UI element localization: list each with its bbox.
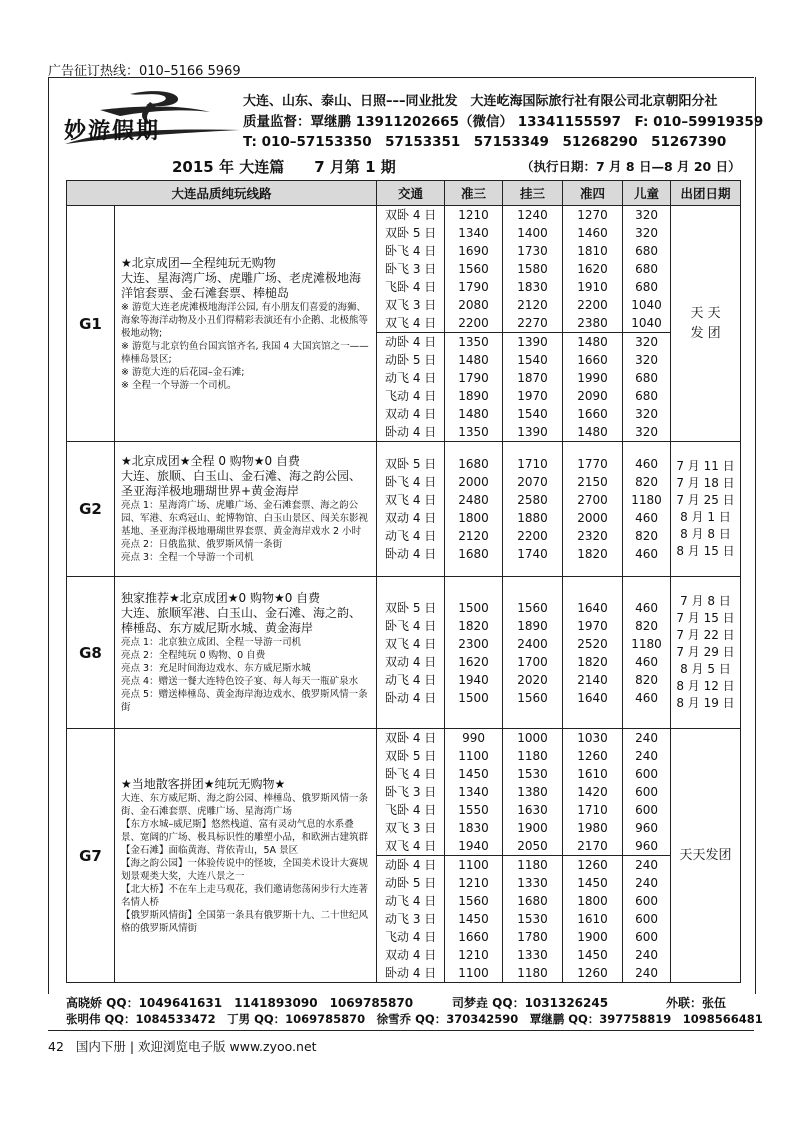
cell-value: 1100 bbox=[458, 858, 489, 872]
cell-value: 1660 bbox=[577, 407, 608, 421]
cell-value: 7 月 11 日 bbox=[676, 459, 735, 473]
price-cell bbox=[503, 856, 563, 983]
departure-dates bbox=[671, 442, 741, 577]
cell-value: 8 月 1 日 bbox=[680, 510, 731, 524]
cell-value: 7 月 25 日 bbox=[676, 493, 735, 507]
cell-value: 1830 bbox=[517, 280, 548, 294]
cell-value: 1620 bbox=[458, 654, 489, 669]
cell-value: 动飞 4 日 bbox=[385, 371, 437, 385]
price-cell bbox=[623, 729, 671, 856]
cell-value: 1620 bbox=[577, 262, 608, 276]
cell-value: 2400 bbox=[517, 636, 548, 651]
cell-value: 320 bbox=[635, 353, 658, 367]
cell-value: 1790 bbox=[458, 280, 489, 294]
transport-cell bbox=[377, 442, 445, 577]
cell-value: 双飞 4 日 bbox=[385, 636, 437, 651]
cell-value: 2200 bbox=[517, 529, 548, 543]
cell-value: 双飞 4 日 bbox=[385, 493, 437, 507]
contact-1c: 外联：张伍 bbox=[666, 996, 727, 1010]
cell-value: 1480 bbox=[577, 425, 608, 439]
cell-value: 卧飞 4 日 bbox=[385, 767, 437, 781]
col-hang3: 挂三 bbox=[503, 181, 563, 206]
col-route: 大连品质纯玩线路 bbox=[67, 181, 377, 206]
cell-value: 600 bbox=[635, 894, 658, 908]
cell-value: 1210 bbox=[458, 948, 489, 962]
cell-value: 1610 bbox=[577, 767, 608, 781]
cell-value: 240 bbox=[635, 731, 658, 745]
cell-value: 600 bbox=[635, 930, 658, 944]
cell-value: 600 bbox=[635, 767, 658, 781]
cell-value: 1400 bbox=[517, 226, 548, 240]
cell-value: 双动 4 日 bbox=[385, 511, 437, 525]
cell-value: 双卧 4 日 bbox=[385, 208, 437, 222]
cell-value: 2070 bbox=[517, 475, 548, 489]
cell-value: 1970 bbox=[517, 389, 548, 403]
cell-value: 1990 bbox=[577, 371, 608, 385]
cell-value: 1380 bbox=[517, 785, 548, 799]
cell-value: 双卧 5 日 bbox=[385, 226, 437, 240]
price-cell bbox=[445, 206, 503, 333]
cell-value: 1680 bbox=[517, 894, 548, 908]
cell-value: 1330 bbox=[517, 948, 548, 962]
price-cell bbox=[563, 729, 623, 856]
cell-value: 8 月 15 日 bbox=[676, 544, 735, 558]
cell-value: 2200 bbox=[577, 298, 608, 312]
cell-value: 1100 bbox=[458, 749, 489, 763]
table-row bbox=[67, 577, 741, 729]
price-cell bbox=[445, 442, 503, 577]
execution-date: （执行日期：7 月 8 日—8 月 20 日） bbox=[521, 159, 741, 174]
cell-value: 1390 bbox=[517, 335, 548, 349]
cell-value: 1530 bbox=[517, 767, 548, 781]
cell-value: 1680 bbox=[458, 547, 489, 561]
cell-value: 1480 bbox=[458, 407, 489, 421]
col-std4: 准四 bbox=[563, 181, 623, 206]
cell-value: 2300 bbox=[458, 636, 489, 651]
price-cell bbox=[623, 206, 671, 333]
cell-value: 1560 bbox=[517, 690, 548, 705]
cell-value: 2120 bbox=[517, 298, 548, 312]
cell-value: 1560 bbox=[458, 262, 489, 276]
page-footer-text: 国内下册 | 欢迎浏览电子版 www.zyoo.net bbox=[75, 1039, 317, 1054]
departure-cell: 天天发团 bbox=[671, 729, 741, 983]
cell-value: 1900 bbox=[517, 821, 548, 835]
cell-value: 1210 bbox=[458, 876, 489, 890]
route-code: G7 bbox=[67, 729, 115, 983]
cell-value: 460 bbox=[635, 457, 658, 471]
cell-value: 1820 bbox=[458, 618, 489, 633]
cell-value: 1820 bbox=[577, 547, 608, 561]
logo-text: 妙游假期 bbox=[64, 118, 161, 144]
cell-value: 820 bbox=[635, 618, 658, 633]
table-row bbox=[67, 729, 741, 856]
cell-value: 1710 bbox=[517, 457, 548, 471]
cell-value: 1390 bbox=[517, 425, 548, 439]
cell-value: 2000 bbox=[577, 511, 608, 525]
cell-value: 1830 bbox=[458, 821, 489, 835]
price-cell bbox=[563, 333, 623, 442]
route-code: G8 bbox=[67, 577, 115, 729]
cell-value: 680 bbox=[635, 371, 658, 385]
cell-value: 320 bbox=[635, 208, 658, 222]
cell-value: 2140 bbox=[577, 672, 608, 687]
cell-value: 2270 bbox=[517, 316, 548, 330]
cell-value: 7 月 22 日 bbox=[676, 628, 735, 642]
cell-value: 1690 bbox=[458, 244, 489, 258]
transport-cell bbox=[377, 206, 445, 333]
cell-value: 动飞 4 日 bbox=[385, 529, 437, 543]
cell-value: 1530 bbox=[517, 912, 548, 926]
price-cell bbox=[623, 333, 671, 442]
bottom-rule bbox=[48, 1030, 754, 1031]
contact-line-1 bbox=[66, 994, 727, 1011]
page-number: 42 bbox=[48, 1039, 64, 1054]
cell-value: 1880 bbox=[517, 511, 548, 525]
cell-value: 1180 bbox=[517, 858, 548, 872]
cell-value: 320 bbox=[635, 425, 658, 439]
cell-value: 8 月 5 日 bbox=[680, 662, 731, 676]
departure-dates bbox=[671, 577, 741, 729]
cell-value: 2050 bbox=[517, 839, 548, 853]
route-code: G1 bbox=[67, 206, 115, 442]
cell-value: 2700 bbox=[577, 493, 608, 507]
cell-value: 1660 bbox=[577, 353, 608, 367]
col-std3: 准三 bbox=[445, 181, 503, 206]
cell-value: 1450 bbox=[458, 767, 489, 781]
cell-value: 动飞 3 日 bbox=[385, 912, 437, 926]
header-line-3: T: 010–57153350 57153351 57153349 51268290 51267390 bbox=[243, 134, 727, 150]
cell-value: 1210 bbox=[458, 208, 489, 222]
cell-value: 460 bbox=[635, 600, 658, 615]
cell-value: 2080 bbox=[458, 298, 489, 312]
price-cell bbox=[563, 206, 623, 333]
issue-title-row bbox=[66, 156, 740, 178]
cell-value: 680 bbox=[635, 244, 658, 258]
cell-value: 双卧 5 日 bbox=[385, 457, 437, 471]
cell-value: 2320 bbox=[577, 529, 608, 543]
cell-value: 960 bbox=[635, 821, 658, 835]
cell-value: 1810 bbox=[577, 244, 608, 258]
cell-value: 1640 bbox=[577, 600, 608, 615]
cell-value: 240 bbox=[635, 948, 658, 962]
cell-value: 2480 bbox=[458, 493, 489, 507]
cell-value: 双飞 4 日 bbox=[385, 316, 437, 330]
cell-value: 2020 bbox=[517, 672, 548, 687]
route-description: ★北京成团—全程纯玩无购物 大连、星海湾广场、虎雕广场、老虎滩极地海洋馆套票、金石滩套票、棒槌岛 ※ 游览大连老虎滩极地海洋公园, 有小朋友们喜爱的海狮、海象等海洋动物及小丑们得精彩表演还有小企鹅、北极熊等极地动物; ※ 游览与北京钓鱼台国宾馆齐名, 我国 4 大国宾馆之一——棒棰岛景区; ※ 游览大连的后花园–金石滩; ※ 全程一个导游一个司机。 bbox=[115, 206, 377, 442]
cell-value: 动飞 4 日 bbox=[385, 672, 437, 687]
route-description: ★当地散客拼团★纯玩无购物★ 大连、东方威尼斯、海之韵公园、棒棰岛、俄罗斯风情一条街、金石滩套票、虎雕广场、星海湾广场 【东方水城–威尼斯】悠然栈道、富有灵动气息的水系叠景、宽阔的广场、极具标识性的雕塑小品，和欧洲古建筑群 【金石滩】面临黄海、背依青山，5A 景区 【海之韵公园】一体验传说中的怪坡，全国美术设计大赛规划景观类大奖，大连八景之一 【北大桥】不在车上走马观花，我们邀请您荡闲步行大连著名情人桥 【俄罗斯风情街】全国第一条具有俄罗斯十九、二十世纪风格的俄罗斯风情街 bbox=[115, 729, 377, 983]
cell-value: 600 bbox=[635, 803, 658, 817]
cell-value: 990 bbox=[462, 731, 485, 745]
cell-value: 1740 bbox=[517, 547, 548, 561]
cell-value: 动飞 4 日 bbox=[385, 894, 437, 908]
col-departure: 出团日期 bbox=[671, 181, 741, 206]
cell-value: 2580 bbox=[517, 493, 548, 507]
cell-value: 双卧 4 日 bbox=[385, 731, 437, 745]
cell-value: 240 bbox=[635, 749, 658, 763]
cell-value: 2090 bbox=[577, 389, 608, 403]
cell-value: 1580 bbox=[517, 262, 548, 276]
cell-value: 卧飞 4 日 bbox=[385, 475, 437, 489]
cell-value: 1940 bbox=[458, 672, 489, 687]
cell-value: 460 bbox=[635, 690, 658, 705]
price-cell bbox=[563, 856, 623, 983]
cell-value: 320 bbox=[635, 335, 658, 349]
price-cell bbox=[623, 856, 671, 983]
cell-value: 双飞 4 日 bbox=[385, 839, 437, 853]
cell-value: 820 bbox=[635, 475, 658, 489]
cell-value: 240 bbox=[635, 858, 658, 872]
cell-value: 1970 bbox=[577, 618, 608, 633]
ad-hotline: 广告征订热线：010–5166 5969 bbox=[48, 64, 241, 79]
cell-value: 460 bbox=[635, 511, 658, 525]
price-cell bbox=[563, 442, 623, 577]
transport-cell bbox=[377, 577, 445, 729]
cell-value: 卧飞 3 日 bbox=[385, 262, 437, 276]
issue-title: 2015 年 大连篇 7 月第 1 期 bbox=[172, 158, 396, 176]
cell-value: 1030 bbox=[577, 731, 608, 745]
cell-value: 1870 bbox=[517, 371, 548, 385]
cell-value: 卧飞 4 日 bbox=[385, 244, 437, 258]
cell-value: 460 bbox=[635, 547, 658, 561]
price-cell bbox=[503, 729, 563, 856]
cell-value: 1040 bbox=[631, 298, 662, 312]
route-description: ★北京成团★全程 0 购物★0 自费 大连、旅顺、白玉山、金石滩、海之韵公园、圣亚海洋极地珊瑚世界+黄金海岸 亮点 1：星海湾广场、虎雕广场、金石滩套票、海之韵公园、军港、东鸡冠山、蛇博物馆、白玉山景区、闯关东影视基地、圣亚海洋极地珊瑚世界套票、黄金海岸戏水 2 小时 亮点 2：日俄监狱、俄罗斯风情一条街 亮点 3：全程一个导游一个司机 bbox=[115, 442, 377, 577]
price-cell bbox=[623, 577, 671, 729]
cell-value: 1820 bbox=[577, 654, 608, 669]
brand-logo bbox=[60, 86, 245, 148]
page-footer bbox=[48, 1037, 317, 1055]
cell-value: 1180 bbox=[517, 966, 548, 980]
col-child: 儿童 bbox=[623, 181, 671, 206]
price-cell bbox=[503, 577, 563, 729]
cell-value: 240 bbox=[635, 966, 658, 980]
price-cell bbox=[445, 856, 503, 983]
cell-value: 飞动 4 日 bbox=[385, 930, 437, 944]
cell-value: 双飞 3 日 bbox=[385, 821, 437, 835]
route-price-table bbox=[66, 180, 741, 983]
cell-value: 2170 bbox=[577, 839, 608, 853]
cell-value: 7 月 8 日 bbox=[680, 594, 731, 608]
cell-value: 1560 bbox=[458, 894, 489, 908]
cell-value: 1180 bbox=[631, 636, 662, 651]
cell-value: 1640 bbox=[577, 690, 608, 705]
cell-value: 1340 bbox=[458, 226, 489, 240]
cell-value: 7 月 15 日 bbox=[676, 611, 735, 625]
cell-value: 1780 bbox=[517, 930, 548, 944]
cell-value: 600 bbox=[635, 912, 658, 926]
price-cell bbox=[503, 333, 563, 442]
cell-value: 双卧 5 日 bbox=[385, 749, 437, 763]
cell-value: 2200 bbox=[458, 316, 489, 330]
cell-value: 飞卧 4 日 bbox=[385, 803, 437, 817]
cell-value: 1270 bbox=[577, 208, 608, 222]
cell-value: 1240 bbox=[517, 208, 548, 222]
cell-value: 1420 bbox=[577, 785, 608, 799]
cell-value: 1180 bbox=[517, 749, 548, 763]
cell-value: 双飞 3 日 bbox=[385, 298, 437, 312]
cell-value: 卧动 4 日 bbox=[385, 690, 437, 705]
cell-value: 2120 bbox=[458, 529, 489, 543]
transport-cell bbox=[377, 856, 445, 983]
cell-value: 双动 4 日 bbox=[385, 407, 437, 421]
price-cell bbox=[623, 442, 671, 577]
cell-value: 1260 bbox=[577, 966, 608, 980]
cell-value: 1610 bbox=[577, 912, 608, 926]
price-cell bbox=[445, 729, 503, 856]
cell-value: 820 bbox=[635, 672, 658, 687]
cell-value: 1460 bbox=[577, 226, 608, 240]
cell-value: 1450 bbox=[577, 948, 608, 962]
cell-value: 1450 bbox=[577, 876, 608, 890]
cell-value: 2380 bbox=[577, 316, 608, 330]
cell-value: 1790 bbox=[458, 371, 489, 385]
cell-value: 卧动 4 日 bbox=[385, 966, 437, 980]
cell-value: 680 bbox=[635, 389, 658, 403]
cell-value: 7 月 18 日 bbox=[676, 476, 735, 490]
cell-value: 1660 bbox=[458, 930, 489, 944]
cell-value: 卧动 4 日 bbox=[385, 425, 437, 439]
cell-value: 动卧 5 日 bbox=[385, 353, 437, 367]
cell-value: 1540 bbox=[517, 407, 548, 421]
cell-value: 1800 bbox=[458, 511, 489, 525]
cell-value: 8 月 19 日 bbox=[676, 696, 735, 710]
cell-value: 1900 bbox=[577, 930, 608, 944]
cell-value: 460 bbox=[635, 654, 658, 669]
cell-value: 320 bbox=[635, 407, 658, 421]
cell-value: 双卧 5 日 bbox=[385, 600, 437, 615]
cell-value: 飞卧 4 日 bbox=[385, 280, 437, 294]
cell-value: 600 bbox=[635, 785, 658, 799]
price-cell bbox=[563, 577, 623, 729]
table-row bbox=[67, 206, 741, 333]
cell-value: 飞动 4 日 bbox=[385, 389, 437, 403]
cell-value: 1340 bbox=[458, 785, 489, 799]
cell-value: 1000 bbox=[517, 731, 548, 745]
cell-value: 680 bbox=[635, 280, 658, 294]
cell-value: 1500 bbox=[458, 690, 489, 705]
cell-value: 8 月 8 日 bbox=[680, 527, 731, 541]
cell-value: 1350 bbox=[458, 425, 489, 439]
cell-value: 双动 4 日 bbox=[385, 654, 437, 669]
cell-value: 1100 bbox=[458, 966, 489, 980]
cell-value: 2520 bbox=[577, 636, 608, 651]
cell-value: 动卧 5 日 bbox=[385, 876, 437, 890]
cell-value: 1040 bbox=[631, 316, 662, 330]
cell-value: 1770 bbox=[577, 457, 608, 471]
price-cell bbox=[503, 442, 563, 577]
cell-value: 双动 4 日 bbox=[385, 948, 437, 962]
cell-value: 1680 bbox=[458, 457, 489, 471]
col-transport: 交通 bbox=[377, 181, 445, 206]
cell-value: 1890 bbox=[458, 389, 489, 403]
cell-value: 1480 bbox=[577, 335, 608, 349]
cell-value: 1630 bbox=[517, 803, 548, 817]
cell-value: 1260 bbox=[577, 858, 608, 872]
cell-value: 卧动 4 日 bbox=[385, 547, 437, 561]
cell-value: 1910 bbox=[577, 280, 608, 294]
cell-value: 卧飞 4 日 bbox=[385, 618, 437, 633]
cell-value: 680 bbox=[635, 262, 658, 276]
price-cell bbox=[503, 206, 563, 333]
cell-value: 1710 bbox=[577, 803, 608, 817]
cell-value: 1350 bbox=[458, 335, 489, 349]
cell-value: 1450 bbox=[458, 912, 489, 926]
cell-value: 动卧 4 日 bbox=[385, 335, 437, 349]
contact-1b: 司梦垚 QQ：1031326245 bbox=[452, 996, 609, 1010]
cell-value: 240 bbox=[635, 876, 658, 890]
cell-value: 1180 bbox=[631, 493, 662, 507]
cell-value: 1980 bbox=[577, 821, 608, 835]
cell-value: 1260 bbox=[577, 749, 608, 763]
cell-value: 1330 bbox=[517, 876, 548, 890]
cell-value: 动卧 4 日 bbox=[385, 858, 437, 872]
contact-line-2: 张明伟 QQ：1084533472 丁男 QQ：1069785870 徐雪乔 QQ：370342590 覃继鹏 QQ：397758819 1098566481 bbox=[66, 1012, 763, 1026]
cell-value: 8 月 12 日 bbox=[676, 679, 735, 693]
cell-value: 1480 bbox=[458, 353, 489, 367]
route-description: 独家推荐★北京成团★0 购物★0 自费 大连、旅顺军港、白玉山、金石滩、海之韵、棒棰岛、东方威尼斯水城、黄金海岸 亮点 1：北京独立成团、全程一导游一司机 亮点 2：全程纯玩 0 购物、0 自费 亮点 3：充足时间海边戏水、东方威尼斯水城 亮点 4：赠送一餐大连特色饺子宴、每人每天一瓶矿泉水 亮点 5：赠送棒棰岛、黄金海岸海边戏水、俄罗斯风情一条街 bbox=[115, 577, 377, 729]
table-header-row bbox=[67, 181, 741, 206]
cell-value: 2000 bbox=[458, 475, 489, 489]
cell-value: 1890 bbox=[517, 618, 548, 633]
cell-value: 320 bbox=[635, 226, 658, 240]
cell-value: 960 bbox=[635, 839, 658, 853]
price-cell bbox=[445, 333, 503, 442]
header-line-2: 质量监督：覃继鹏 13911202665（微信） 13341155597 F: 010–59919359 bbox=[243, 114, 764, 130]
cell-value: 1730 bbox=[517, 244, 548, 258]
departure-cell: 天 天 发 团 bbox=[671, 206, 741, 442]
route-code: G2 bbox=[67, 442, 115, 577]
cell-value: 1800 bbox=[577, 894, 608, 908]
transport-cell bbox=[377, 333, 445, 442]
cell-value: 卧飞 3 日 bbox=[385, 785, 437, 799]
contact-1a: 高晓娇 QQ：1049641631 1141893090 1069785870 bbox=[66, 996, 414, 1010]
cell-value: 1500 bbox=[458, 600, 489, 615]
cell-value: 820 bbox=[635, 529, 658, 543]
transport-cell bbox=[377, 729, 445, 856]
cell-value: 1550 bbox=[458, 803, 489, 817]
cell-value: 7 月 29 日 bbox=[676, 645, 735, 659]
cell-value: 2150 bbox=[577, 475, 608, 489]
table-row bbox=[67, 442, 741, 577]
price-cell bbox=[445, 577, 503, 729]
header-line-1: 大连、山东、泰山、日照–––同业批发 大连屹海国际旅行社有限公司北京朝阳分社 bbox=[243, 94, 718, 109]
cell-value: 1700 bbox=[517, 654, 548, 669]
cell-value: 1940 bbox=[458, 839, 489, 853]
cell-value: 1540 bbox=[517, 353, 548, 367]
cell-value: 1560 bbox=[517, 600, 548, 615]
